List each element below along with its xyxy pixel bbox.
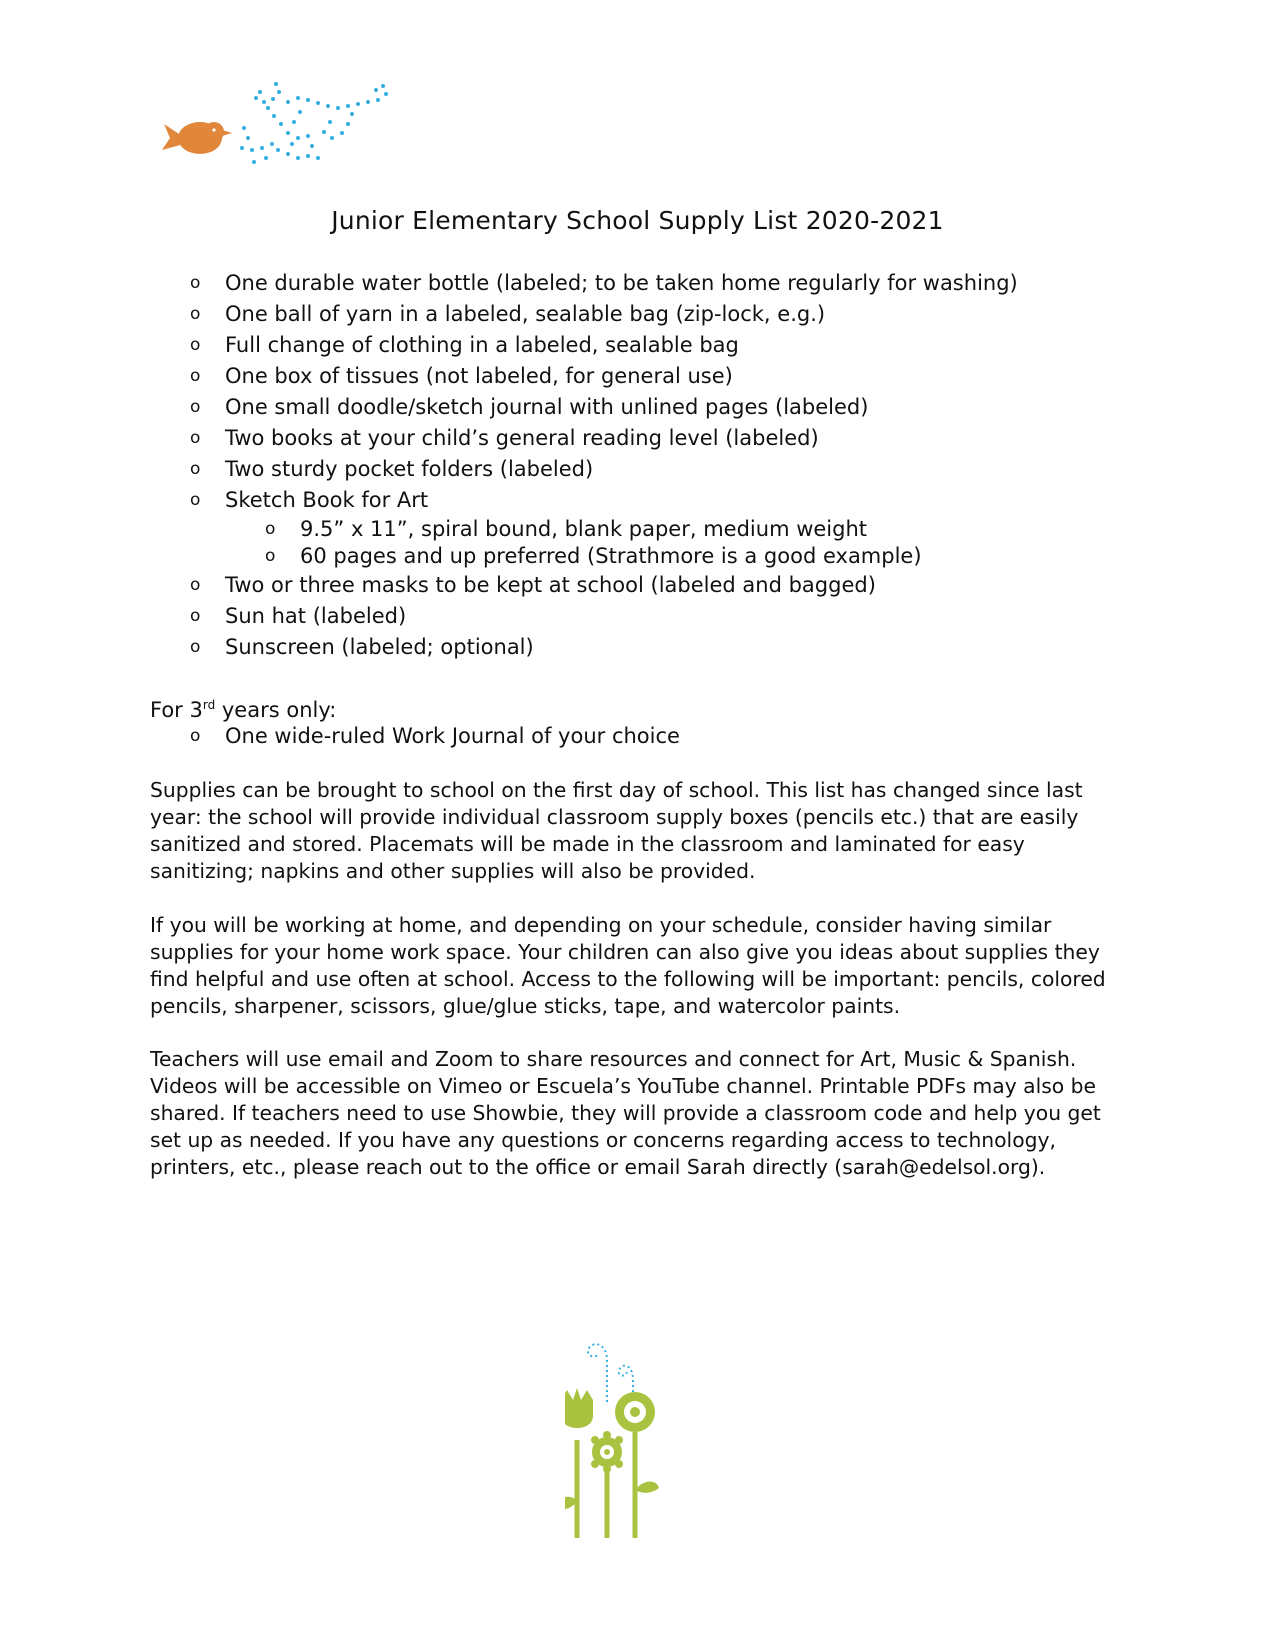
sub-list-item: o 60 pages and up preferred (Strathmore is a good example) <box>265 544 922 568</box>
bullet: o <box>190 273 201 293</box>
list-item: o Full change of clothing in a labeled, sealable bag <box>150 330 1150 361</box>
bullet: o <box>190 335 201 355</box>
list-item: o Two or three masks to be kept at school (labeled and bagged) <box>150 570 1150 601</box>
list-item: o Two sturdy pocket folders (labeled) <box>150 454 1150 485</box>
dotted-trail-icon <box>240 82 388 164</box>
bullet: o <box>265 519 276 539</box>
list-item: o Sunscreen (labeled; optional) <box>150 632 1150 663</box>
bullet: o <box>190 575 201 595</box>
list-item: o Sun hat (labeled) <box>150 601 1150 632</box>
bullet: o <box>190 397 201 417</box>
bullet: o <box>190 606 201 626</box>
bullet: o <box>190 637 201 657</box>
bullet: o <box>190 366 201 386</box>
list-item: o One small doodle/sketch journal with unlined pages (labeled) <box>150 392 1150 423</box>
third-years-heading: For 3rd years only: <box>150 698 337 722</box>
paragraph-supplies: Supplies can be brought to school on the first day of school. This list has changed since last year: the school will provide individual classroom supply boxes (pencils etc.) that are easily sanitized and stored. Placemats will be made in the classroom and laminated for easy sanitizing; napkins and other supplies will also be provided. <box>150 778 1083 883</box>
page-title: Junior Elementary School Supply List 2020-2021 <box>331 206 944 235</box>
third-years-list <box>150 721 1150 752</box>
list-item: o One ball of yarn in a labeled, sealable bag (zip-lock, e.g.) <box>150 299 1150 330</box>
bullet: o <box>190 490 201 510</box>
bird-icon <box>162 122 232 154</box>
list-item: o Sketch Book for Art <box>150 485 1150 516</box>
supply-list <box>150 268 1150 663</box>
bullet: o <box>190 459 201 479</box>
sub-list-item: o 9.5” x 11”, spiral bound, blank paper, medium weight <box>265 517 867 541</box>
flowers-icon <box>565 1320 695 1550</box>
list-item: o One wide-ruled Work Journal of your choice <box>150 721 1150 752</box>
bullet: o <box>265 546 276 566</box>
bullet: o <box>190 726 201 746</box>
list-item: o Two books at your child’s general reading level (labeled) <box>150 423 1150 454</box>
paragraph-teachers: Teachers will use email and Zoom to share resources and connect for Art, Music & Spanish. Videos will be accessible on Vimeo or Escuela’s YouTube channel. Printable PDFs may also be shared. If teachers need to use Showbie, they will provide a classroom code and help you get set up as needed. If you have any questions or concerns regarding access to technology, printers, etc., please reach out to the office or email Sarah directly (sarah@edelsol.org). <box>150 1047 1101 1179</box>
paragraph-home: If you will be working at home, and depending on your schedule, consider having similar supplies for your home work space. Your children can also give you ideas about supplies they find helpful and use often at school. Access to the following will be important: pencils, colored pencils, sharpener, scissors, glue/glue sticks, tape, and watercolor paints. <box>150 913 1106 1018</box>
list-item: o One box of tissues (not labeled, for general use) <box>150 361 1150 392</box>
list-item: o One durable water bottle (labeled; to be taken home regularly for washing) <box>150 268 1150 299</box>
bullet: o <box>190 304 201 324</box>
bird-logo-icon <box>148 78 410 174</box>
bullet: o <box>190 428 201 448</box>
